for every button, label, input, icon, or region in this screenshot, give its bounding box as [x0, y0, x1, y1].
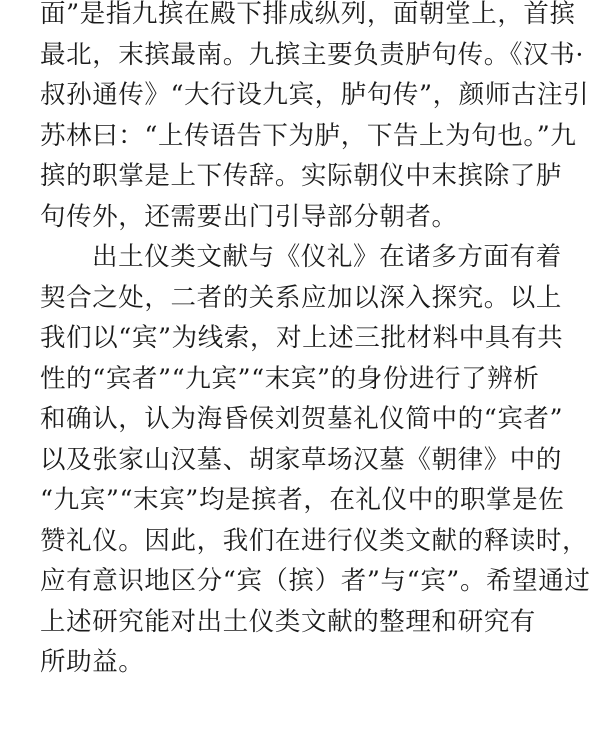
- paragraph-first-line: 出土仪类文献与《仪礼》在诸多方面有着: [92, 242, 562, 272]
- text-line: 我们以“宾”为线索，对上述三批材料中具有共: [40, 323, 564, 353]
- text-line: “九宾”“末宾”均是摈者，在礼仪中的职掌是佐: [40, 485, 565, 515]
- text-line: 苏林曰：“上传语告下为胪，下告上为句也。”九: [40, 120, 577, 151]
- text-line: 应有意识地区分“宾（摈）者”与“宾”。希望通过: [40, 566, 591, 596]
- text-line: 和确认，认为海昏侯刘贺墓礼仪简中的“宾者”: [40, 404, 564, 434]
- text-line: 所助益。: [40, 647, 145, 677]
- text-line: 面”是指九摈在殿下排成纵列，面朝堂上，首摈: [40, 0, 576, 29]
- text-line: 最北，末摈最南。九摈主要负责胪句传。《汉书·: [40, 39, 585, 70]
- text-line: 性的“宾者”“九宾”“末宾”的身份进行了辨析: [40, 363, 540, 394]
- text-line: 上述研究能对出土仪类文献的整理和研究有: [40, 606, 536, 637]
- text-line: 摈的职掌是上下传辞。实际朝仪中末摈除了胪: [40, 161, 563, 191]
- body-text: [40, 0, 591, 683]
- text-line: 叔孙通传》“大行设九宾，胪句传”，颜师古注引: [40, 80, 590, 110]
- text-line: 句传外，还需要出门引导部分朝者。: [40, 201, 458, 232]
- text-line: 赞礼仪。因此，我们在进行仪类文献的释读时，: [40, 525, 589, 556]
- text-line: 以及张家山汉墓、胡家草场汉墓《朝律》中的: [40, 444, 563, 475]
- text-line: 契合之处，二者的关系应加以深入探究。以上: [40, 282, 563, 313]
